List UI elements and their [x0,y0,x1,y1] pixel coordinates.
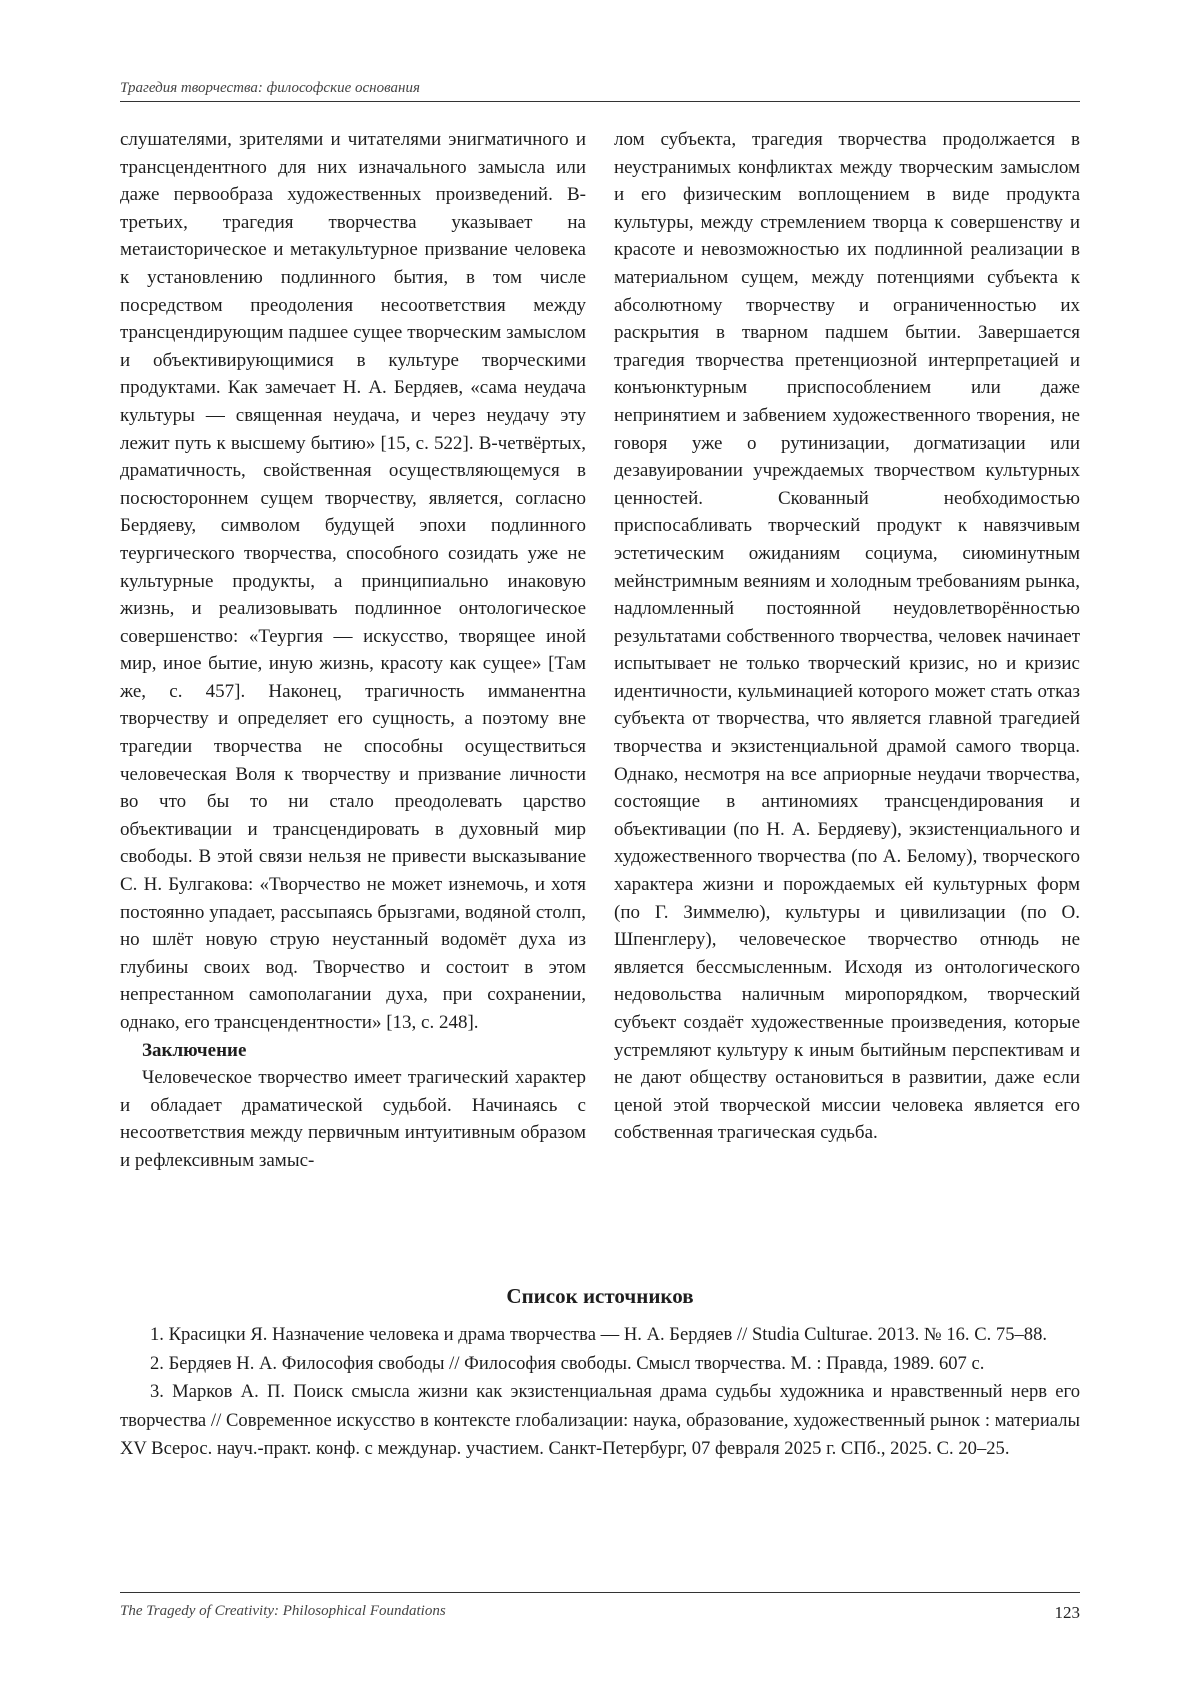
reference-item: 2. Бердяев Н. А. Философия свободы // Философия свободы. Смысл творчества. М. : Правда, 1989. 607 с. [150,1352,985,1374]
running-footer-title: The Tragedy of Creativity: Philosophical Foundations [120,1603,446,1619]
conclusion-heading: Заключение [142,1039,247,1061]
reference-item: 1. Красицки Я. Назначение человека и драма творчества — Н. А. Бердяев // Studia Culturae. 2013. № 16. С. 75–88. [150,1324,1048,1345]
references-title: Список источников [506,1284,694,1308]
reference-item: 3. Марков А. П. Поиск смысла жизни как экзистенциальная драма судьбы художника и нравственный нерв его творчества // Современное искусство в контексте глобализации: наука, образование, художественный рынок : материалы XV Всерос. науч.-практ. конф. с междунар. участием. Санкт-Петербург, 07 февраля 2025 г. СПб., 2025. С. 20–25. [120,1381,1080,1460]
right-column [614,126,1080,1147]
page-number: 123 [1054,1603,1080,1622]
left-column [120,126,586,1175]
running-header [120,80,1080,102]
right-column-paragraph: лом субъекта, трагедия творчества продолжается в неустранимых конфликтах между творческим замыслом и его физическим воплощением в виде продукта культуры, между стремлением творца к совершенству и красоте и невозможностью их подлинной реализации в материальном сущем, между потенциями субъекта к абсолютному творчеству и ограниченностью их раскрытия в тварном падшем бытии. Завершается трагедия творчества претенциозной интерпретацией и конъюнктурным приспособлением или даже непринятием и забвением художественного творения, не говоря уже о рутинизации, догматизации или дезавуировании учреждаемых творчеством культурных ценностей. Скованный необходимостью приспосабливать творческий продукт к навязчивым эстетическим ожиданиям социума, сиюминутным мейнстримным веяниям и холодным требованиям рынка, надломленный постоянной неудовлетворённостью результатами собственного творчества, человек начинает испытывает не только творческий кризис, но и кризис идентичности, кульминацией которого может стать отказ субъекта от творчества, что является главной трагедией творчества и экзистенциальной драмой самого творца. Однако, несмотря на все априорные неудачи творчества, состоящие в антиномиях трансцендирования и объективации (по Н. А. Бердяеву), экзистенциального и художественного творчества (по А. Белому), творческого характера жизни и порождаемых ей культурных форм (по Г. Зиммелю), культуры и цивилизации (по О. Шпенглеру), человеческое творчество отнюдь не является бессмысленным. Исходя из онтологического недовольства наличным миропорядком, творческий субъект создаёт художественные произведения, которые устремляют культуру к иным бытийным перспективам и не дают обществу остановиться в развитии, даже если ценой этой творческой миссии человека является его собственная трагическая судьба. [614,129,1080,1144]
references-list [120,1321,1080,1464]
running-footer [120,1592,1080,1623]
running-header-title: Трагедия творчества: философские основания [120,80,420,96]
left-column-paragraph: слушателями, зрителями и читателями энигматичного и трансцендентного для них изначального замысла или даже первообраза художественных произведений. В-третьих, трагедия творчества указывает на метаисторическое и метакультурное призвание человека к установлению подлинного бытия, в том числе посредством преодоления несоответствия между трансцендирующим падшее сущее творческим замыслом и объективирующимися в культуре творческими продуктами. Как замечает Н. А. Бердяев, «сама неудача культуры — священная неудача, и через неудачу эту лежит путь к высшему бытию» [15, с. 522]. В-четвёртых, драматичность, свойственная осуществляющемуся в посюстороннем сущем творчеству, является, согласно Бердяеву, символом будущей эпохи подлинного теургического творчества, способного созидать уже не культурные продукты, а принципиально инаковую жизнь, и реализовывать подлинное онтологическое совершенство: «Теургия — искусство, творящее иной мир, иное бытие, иную жизнь, красоту как сущее» [Там же, с. 457]. Наконец, трагичность имманентна творчеству и определяет его сущность, а поэтому вне трагедии творчества не способны осуществиться человеческая Воля к творчеству и призвание личности во что бы то ни стало преодолевать царство объективации и трансцендировать в духовный мир свободы. В этой связи нельзя не привести высказывание С. Н. Булгакова: «Творчество не может изнемочь, и хотя постоянно упадает, рассыпаясь брызгами, водяной столп, но шлёт новую струю неустанный водомёт духа из глубины своих вод. Творчество и состоит в этом непрестанном самополагании духа, при сохранении, однако, его трансцендентности» [13, с. 248]. [120,129,586,1033]
conclusion-paragraph: Человеческое творчество имеет трагический характер и обладает драматической судьбой. Начинаясь с несоответствия между первичным интуитивным образом и рефлексивным замыс- [120,1067,586,1171]
